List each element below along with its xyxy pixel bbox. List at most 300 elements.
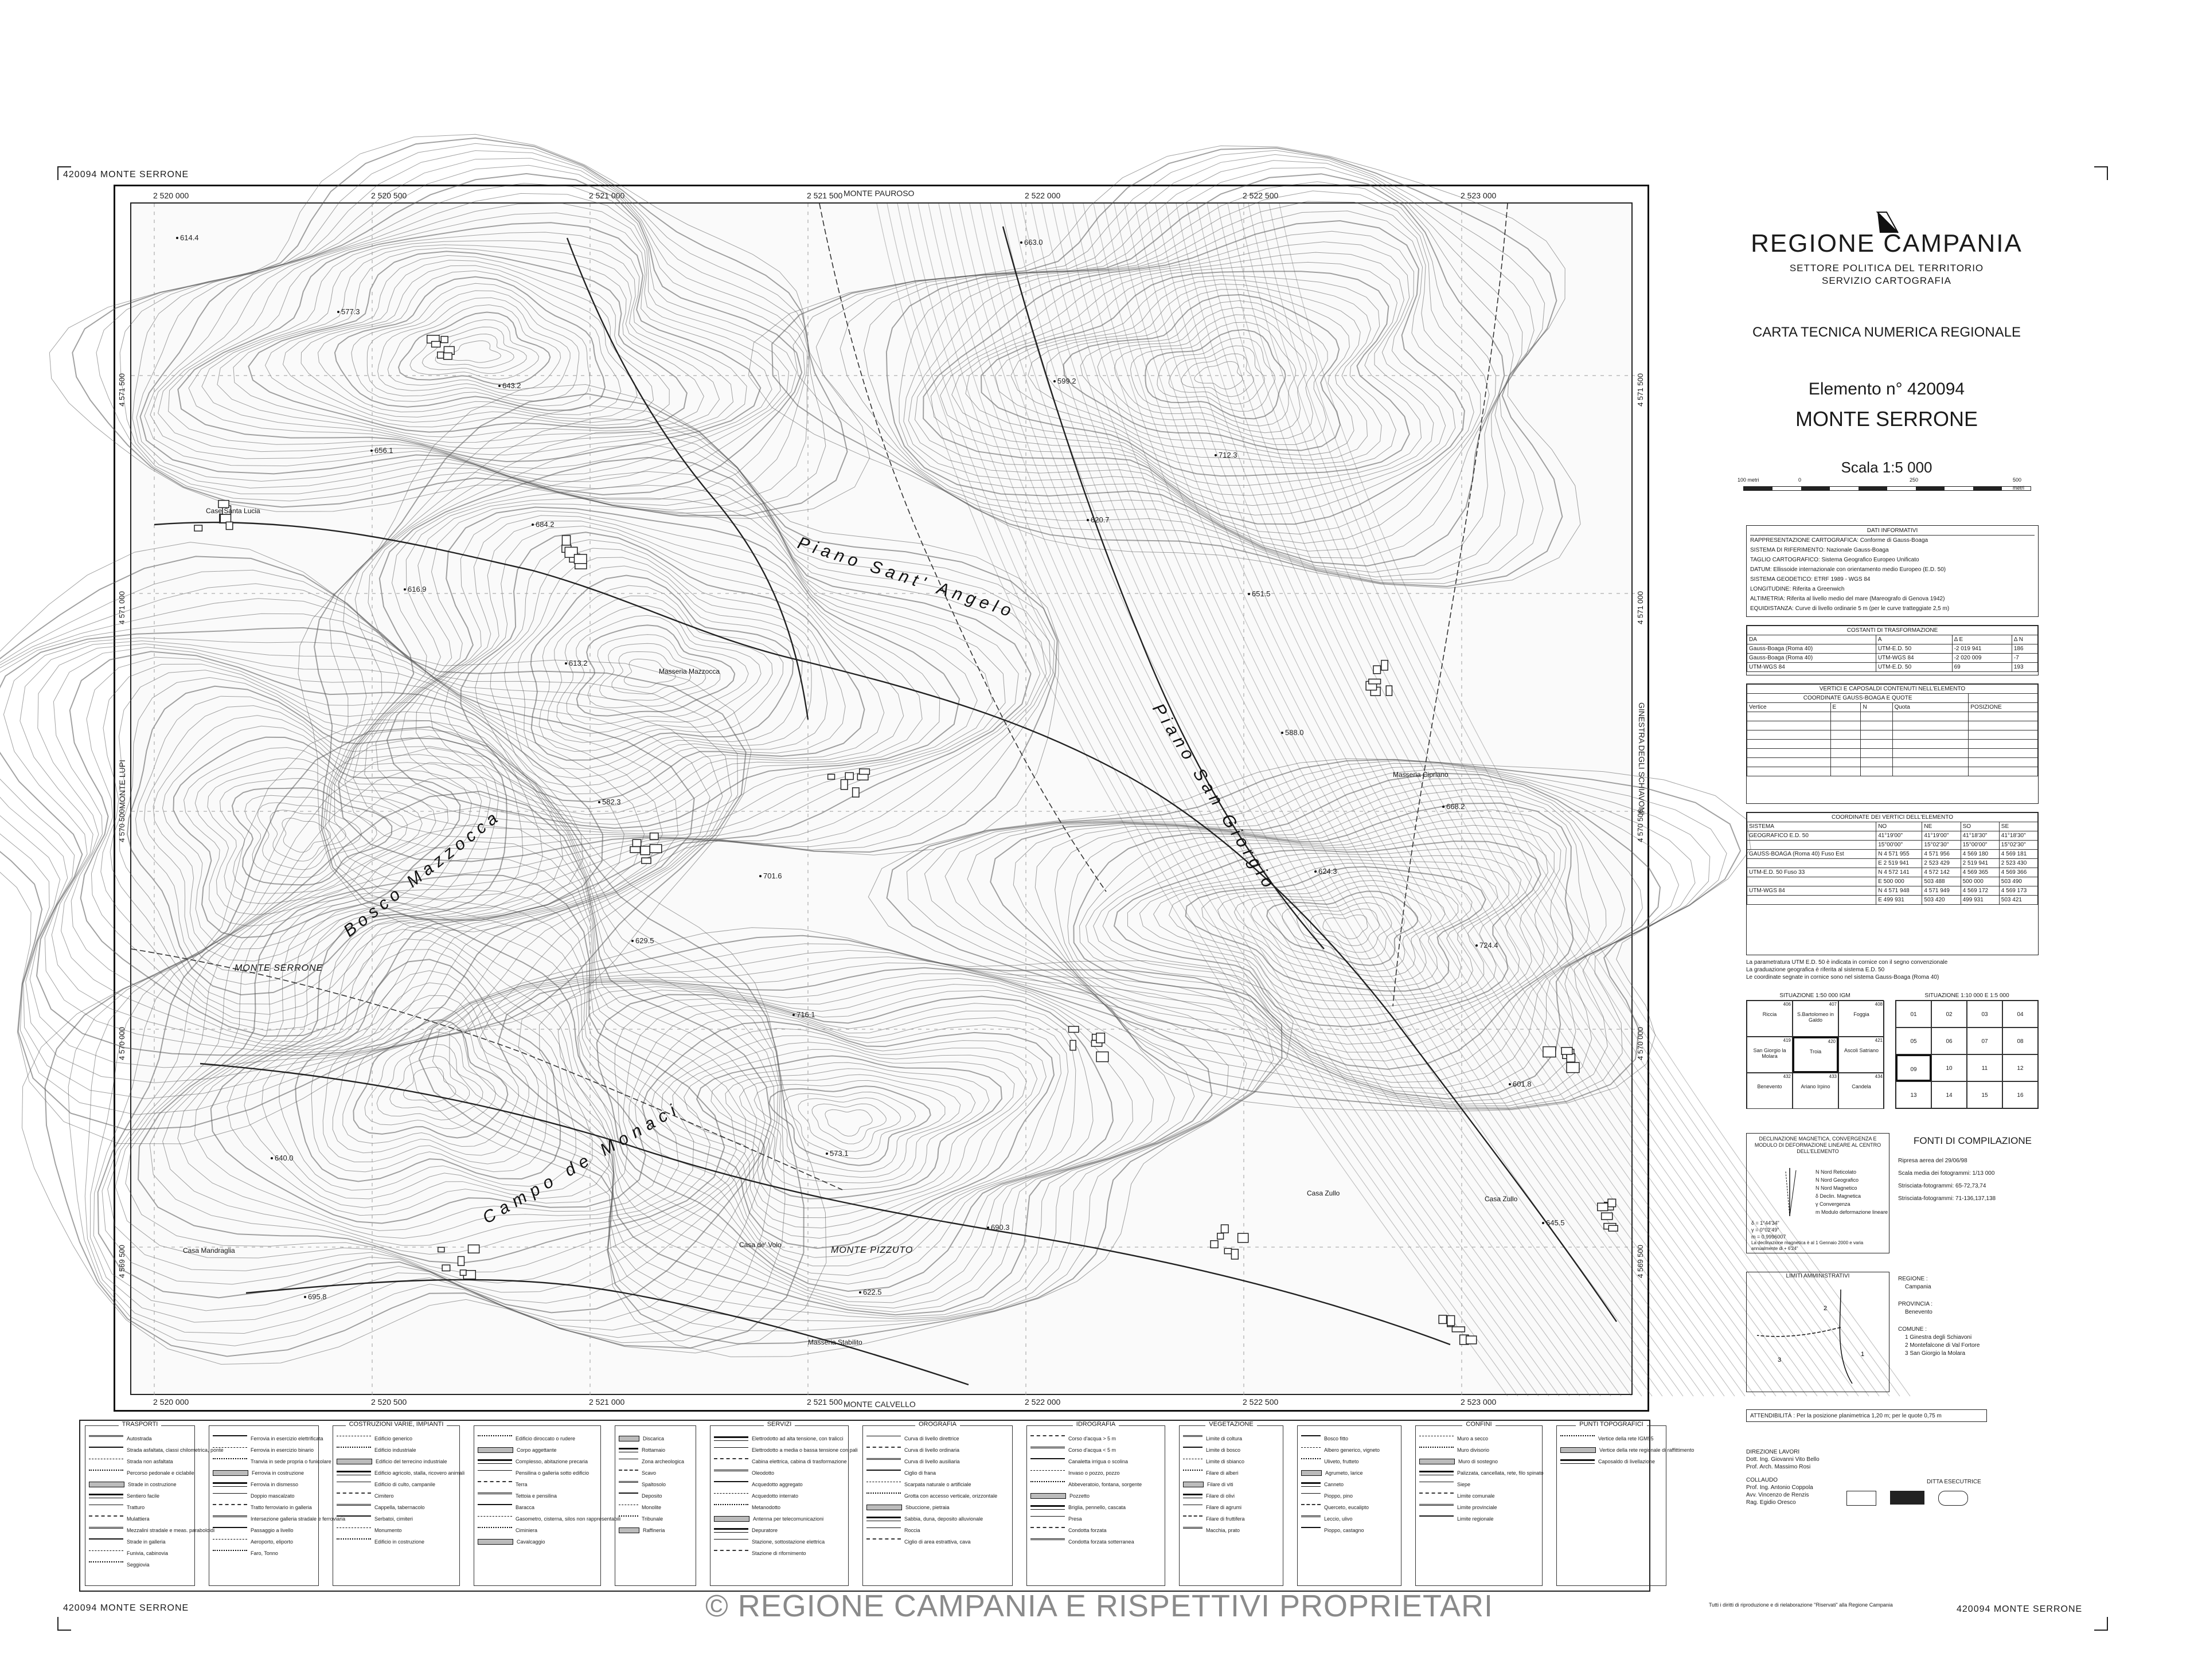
constants-cell: Gauss-Boaga (Roma 40) xyxy=(1747,644,1876,654)
legend-symbol-icon xyxy=(866,1493,901,1499)
legend-symbol-icon xyxy=(337,1504,371,1511)
coordinates-cell: 2 523 429 xyxy=(1922,859,1961,868)
building xyxy=(1567,1054,1575,1062)
info-data-line: DATUM: Ellissoide internazionale con orientamento medio Europeo (E.D. 50) xyxy=(1750,566,1946,573)
logo-1-icon xyxy=(1846,1491,1876,1506)
building xyxy=(641,846,650,855)
building xyxy=(1543,1047,1556,1057)
comune-list xyxy=(1898,1334,2047,1358)
legend-item-label: Edificio agricolo, stalla, ricovero animali xyxy=(374,1470,465,1476)
constants-cell: 193 xyxy=(2012,663,2037,672)
legend-item xyxy=(89,1559,192,1570)
info-data-box xyxy=(1746,525,2039,617)
legend-item xyxy=(1183,1502,1280,1513)
legend-items xyxy=(478,1433,621,1548)
legend-symbol-icon xyxy=(1030,1505,1065,1510)
legend-symbol-icon xyxy=(1030,1481,1065,1488)
coordinates-cell: 4 571 949 xyxy=(1922,886,1961,896)
sheet-corner-coordinates-table xyxy=(1747,812,2038,905)
legend-symbol-icon xyxy=(866,1447,901,1454)
legend-item xyxy=(1419,1479,1540,1490)
vertices-cell xyxy=(1830,730,1861,740)
rights-notice: Tutti i diritti di riproduzione e di rielaborazione "Riservati" alla Regione Campania xyxy=(1709,1602,1893,1608)
legend-item xyxy=(714,1444,858,1456)
coordinates-cell: 41°18'30" xyxy=(1999,831,2037,841)
contour-line xyxy=(53,647,624,1042)
legend-item-label: Monolite xyxy=(642,1505,662,1510)
coordinates-cell: UTM-E.D. 50 Fuso 33 xyxy=(1747,868,1876,877)
situation-50k-cell xyxy=(1747,1001,1793,1037)
coordinates-cell: GAUSS-BOAGA (Roma 40) Fuso Est xyxy=(1747,850,1876,859)
legend-item xyxy=(619,1513,693,1525)
situation-50k-grid xyxy=(1746,1000,1884,1109)
legend-symbol-icon xyxy=(1030,1458,1065,1465)
legend-symbol-icon xyxy=(213,1493,247,1499)
contour-line xyxy=(1028,284,1368,460)
road-network xyxy=(154,226,1617,1385)
building xyxy=(857,774,868,780)
contour-line xyxy=(1068,796,1590,1077)
situation-10k-cell: 08 xyxy=(2002,1027,2038,1054)
vertices-cell xyxy=(1969,749,2038,758)
vertices-cell xyxy=(1747,758,1831,767)
legend-item xyxy=(1030,1490,1162,1502)
legend-section-header xyxy=(1180,1421,1283,1428)
region-title: REGIONE CAMPANIA xyxy=(1751,229,2023,257)
coordinates-header-cell: NO xyxy=(1876,822,1922,831)
building xyxy=(575,554,587,564)
legend-symbol-icon xyxy=(619,1493,638,1499)
contour-line xyxy=(217,245,720,443)
situation-10k-cell: 16 xyxy=(2002,1081,2038,1108)
legend-item xyxy=(1183,1479,1280,1490)
legend-item-label: Curva di livello direttrice xyxy=(904,1436,959,1441)
building xyxy=(220,514,231,522)
title-panel xyxy=(1709,189,2064,1680)
legend-item xyxy=(1301,1525,1399,1536)
legend-item xyxy=(714,1525,846,1536)
legend-item-label: Percorso pedonale e ciclabile xyxy=(127,1470,194,1476)
legend-item-label: Sbuccione, pietraia xyxy=(905,1505,950,1510)
declination-legend-item: N Nord Magnetico xyxy=(1816,1185,1857,1191)
building xyxy=(1070,1040,1076,1050)
spot-height-dot xyxy=(826,1152,828,1155)
legend-items xyxy=(714,1433,858,1559)
legend-item xyxy=(337,1502,457,1513)
legend-item-label: Gasometro, cisterna, silos non rappresentabili xyxy=(516,1516,621,1522)
legend-item xyxy=(1301,1502,1399,1513)
spot-height-dot xyxy=(370,450,373,452)
vertices-title: VERTICI E CAPOSALDI CONTENUTI NELL'ELEMENTO xyxy=(1747,685,2038,694)
situation-50k-name: Foggia xyxy=(1853,1011,1869,1017)
easting-label-bottom: 2 520 500 xyxy=(371,1397,407,1406)
easting-label-top: 2 520 500 xyxy=(371,191,407,200)
testing-line: Rag. Egidio Oresco xyxy=(1746,1499,1796,1506)
accuracy-box: ATTENDIBILITÀ : Per la posizione planimetrica 1,20 m; per le quote 0,75 m xyxy=(1746,1409,1987,1422)
constants-row xyxy=(1747,663,2038,672)
coordinates-cell: 15°02'30" xyxy=(1922,841,1961,850)
legend-symbol-icon xyxy=(1560,1447,1596,1453)
building xyxy=(458,1256,464,1265)
constants-header-cell: A xyxy=(1876,635,1952,644)
legend-symbol-icon xyxy=(1030,1470,1065,1476)
legend-item xyxy=(213,1456,331,1467)
legend-symbol-icon xyxy=(478,1459,512,1464)
legend-item-label: Acquedotto aggregato xyxy=(752,1482,803,1487)
spot-height-label: 640.0 xyxy=(275,1154,294,1162)
vertices-cell xyxy=(1969,767,2038,776)
legend-item-label: Limite comunale xyxy=(1457,1493,1495,1499)
place-name: Bosco Mazzocca xyxy=(339,806,505,941)
legend-symbol-icon xyxy=(1183,1527,1202,1534)
situation-50k-cell xyxy=(1793,1073,1838,1109)
legend-item xyxy=(714,1490,846,1502)
legend-item-label: Limite di sbianco xyxy=(1206,1459,1245,1464)
legend-symbol-icon xyxy=(714,1504,748,1511)
legend-item-label: Strade in costruzione xyxy=(128,1482,177,1487)
legend-item xyxy=(714,1467,846,1479)
vertices-cell xyxy=(1830,767,1861,776)
building xyxy=(1561,1048,1572,1054)
legend-item-label: Ciminiera xyxy=(516,1527,538,1533)
spot-height-label: 599.2 xyxy=(1057,377,1076,385)
road-track xyxy=(1003,226,1324,949)
legend-item xyxy=(1030,1444,1162,1456)
contour-line xyxy=(740,1075,961,1177)
place-name: Casa Zullo xyxy=(1485,1195,1518,1203)
legend-symbol-icon xyxy=(337,1447,371,1454)
legend-section-title: PUNTI TOPOGRAFICI xyxy=(1576,1421,1646,1428)
topographic-map[interactable] xyxy=(130,202,1633,1395)
legend-item xyxy=(866,1525,1010,1536)
contour-line xyxy=(812,1104,886,1144)
legend-item-label: Curva di livello ausiliaria xyxy=(904,1459,960,1464)
building xyxy=(860,769,870,774)
legend-item-label: Ciglio di frana xyxy=(904,1470,936,1476)
building xyxy=(194,525,202,531)
legend-item xyxy=(89,1456,192,1467)
legend-item xyxy=(866,1513,1010,1525)
vertices-cell xyxy=(1969,721,2038,730)
admin-zone-2: 2 xyxy=(1824,1305,1828,1312)
legend-item xyxy=(1301,1433,1399,1444)
place-names xyxy=(183,507,1518,1346)
legend-item xyxy=(213,1433,323,1444)
situation-10k-grid xyxy=(1895,1000,2039,1109)
spot-height-dot xyxy=(1215,454,1217,456)
legend-item-label: Doppio mascalzato xyxy=(251,1493,295,1499)
situation-50k-number: 432 xyxy=(1783,1074,1791,1079)
vertices-cell xyxy=(1969,730,2038,740)
building xyxy=(853,788,859,797)
legend-item xyxy=(1030,1536,1162,1548)
legend-item-label: Passaggio a livello xyxy=(251,1527,294,1533)
legend-item-label: Stazione, sottostazione elettrica xyxy=(752,1539,825,1545)
situation-10k-cell: 11 xyxy=(1967,1054,2002,1081)
legend-item xyxy=(1183,1467,1280,1479)
building xyxy=(845,773,853,780)
legend-item-label: Filare di agrumi xyxy=(1206,1505,1242,1510)
admin-zone-3: 3 xyxy=(1778,1357,1782,1363)
constants-row xyxy=(1747,644,2038,654)
coordinates-cell: N 4 571 948 xyxy=(1876,886,1922,896)
legend-section xyxy=(1179,1421,1283,1586)
constants-row xyxy=(1747,654,2038,663)
direction-title: DIREZIONE LAVORI xyxy=(1746,1449,1800,1455)
place-name: Masseria Mazzocca xyxy=(659,667,720,675)
situation-50k-cell xyxy=(1747,1073,1793,1109)
situation-10k xyxy=(1895,992,2039,1112)
sources-line: Strisciata-fotogrammi: 71-136,137,138 xyxy=(1898,1195,1996,1202)
legend-item xyxy=(714,1502,846,1513)
coordinates-cell: N 4 571 955 xyxy=(1876,850,1922,859)
coordinates-row xyxy=(1747,896,2038,905)
legend-item-label: Siepe xyxy=(1457,1482,1471,1487)
legend-section xyxy=(1415,1421,1544,1586)
legend-item-label: Invaso o pozzo, pozzo xyxy=(1068,1470,1120,1476)
legend-item-label: Ferrovia in dismesso xyxy=(251,1482,299,1487)
coordinates-cell: 41°19'00" xyxy=(1876,831,1922,841)
legend-item-label: Grotta con accesso verticale, orizzontale xyxy=(904,1493,998,1499)
legend-symbol-icon xyxy=(1419,1504,1454,1511)
direction-line: Prof. Arch. Massimo Rosi xyxy=(1746,1464,1811,1470)
contour-line xyxy=(211,914,646,1223)
crop-mark-tr xyxy=(2094,166,2108,180)
contour-line xyxy=(248,251,687,432)
coordinates-cell: 4 569 180 xyxy=(1961,850,1999,859)
contour-line xyxy=(140,174,802,495)
building xyxy=(441,337,448,343)
legend-item-label: Pioppo, pino xyxy=(1324,1493,1353,1499)
building xyxy=(650,845,661,853)
declination-title: DECLINAZIONE MAGNETICA, CONVERGENZA E MODULO DI DEFORMAZIONE LINEARE AL CENTRO DELL'ELEMENTO xyxy=(1754,1136,1881,1154)
legend-symbol-icon xyxy=(1183,1482,1204,1487)
legend-item xyxy=(866,1467,1010,1479)
crop-mark-br xyxy=(2094,1617,2108,1631)
legend-item xyxy=(478,1536,598,1548)
legend-item-label: Edificio diroccato o rudere xyxy=(516,1436,576,1441)
legend-item xyxy=(619,1525,693,1536)
spot-height-label: 622.5 xyxy=(863,1288,882,1296)
coordinates-cell: N 4 572 141 xyxy=(1876,868,1922,877)
constants-cell: 69 xyxy=(1952,663,2012,672)
building xyxy=(442,1265,450,1271)
legend-symbol-icon xyxy=(213,1550,247,1557)
vertices-cell xyxy=(1892,767,1969,776)
vertices-cell xyxy=(1892,749,1969,758)
vertices-cell xyxy=(1830,740,1861,749)
contour-line xyxy=(353,485,1005,838)
legend-symbol-icon xyxy=(1419,1447,1454,1454)
vertices-cell xyxy=(1861,767,1892,776)
legend-symbol-icon xyxy=(1560,1435,1595,1442)
legend-item-label: Agrumeto, larice xyxy=(1325,1470,1363,1476)
legend-item xyxy=(1030,1456,1162,1467)
spot-height-dot xyxy=(1314,870,1317,873)
legend-item-label: Tribunale xyxy=(642,1516,663,1522)
building xyxy=(468,1245,479,1253)
legend-item xyxy=(619,1490,693,1502)
coordinates-cell: 4 569 365 xyxy=(1961,868,1999,877)
legend-item xyxy=(1183,1456,1280,1467)
place-name: Masseria Cipriano xyxy=(1393,771,1449,779)
easting-label-top: 2 523 000 xyxy=(1461,191,1497,200)
legend-item-label: Funivia, cabinovia xyxy=(127,1550,169,1556)
legend-item xyxy=(1301,1513,1399,1525)
legend-section-title: SERVIZI xyxy=(764,1421,795,1428)
legend-symbol-icon xyxy=(478,1481,512,1488)
contour-line xyxy=(940,242,1446,506)
legend-item xyxy=(1030,1525,1162,1536)
legend-item-label: Muro di sostegno xyxy=(1458,1459,1498,1464)
info-data-line: EQUIDISTANZA: Curve di livello ordinarie 5 m (per le curve tratteggiate 2,5 m) xyxy=(1750,605,1950,612)
spot-height-dot xyxy=(271,1157,273,1159)
transformation-constants-table xyxy=(1747,626,2038,672)
legend-item-label: Monumento xyxy=(374,1527,402,1533)
situation-50k-number: 421 xyxy=(1875,1038,1883,1043)
testing-line: Prof. Ing. Antonio Coppola xyxy=(1746,1484,1813,1491)
constants-cell: -2 019 941 xyxy=(1952,644,2012,654)
building xyxy=(1386,686,1392,696)
coordinates-header-cell: SE xyxy=(1999,822,2037,831)
legend-item-label: Tratturo xyxy=(127,1505,145,1510)
legend-symbol-icon xyxy=(619,1459,638,1465)
vertices-header-row xyxy=(1747,703,2038,712)
spot-height-dot xyxy=(304,1296,306,1298)
spot-height-dot xyxy=(337,311,339,313)
vertices-cell xyxy=(1969,758,2038,767)
northing-label-left: 4 570 500 xyxy=(118,809,126,842)
legend-section xyxy=(209,1425,346,1586)
declination-note: La declinazione magnetica è al 1 Gennaio 2000 e varia annualmente di + 6'24" xyxy=(1751,1240,1864,1251)
spot-height-label: 624.3 xyxy=(1318,867,1337,876)
legend-item xyxy=(478,1467,598,1479)
legend-item xyxy=(337,1456,457,1467)
easting-label-top: 2 522 500 xyxy=(1243,191,1279,200)
contour-line xyxy=(150,889,710,1255)
legend-symbol-icon xyxy=(1301,1470,1322,1476)
declination-values xyxy=(1751,1220,1786,1240)
coordinates-title: COORDINATE DEI VERTICI DELL'ELEMENTO xyxy=(1747,813,2038,822)
legend-item-label: Scavo xyxy=(642,1470,657,1476)
admin-limits-map xyxy=(1755,1287,1881,1385)
easting-label-top: 2 521 000 xyxy=(589,191,625,200)
situation-10k-cell: 15 xyxy=(1967,1081,2002,1108)
legend-symbol-icon xyxy=(1030,1538,1065,1546)
legend-section-title: TRASPORTI xyxy=(119,1421,162,1428)
situation-50k-cell xyxy=(1838,1037,1884,1073)
legend-item-label: Limite di coltura xyxy=(1206,1436,1243,1441)
legend-symbol-icon xyxy=(1301,1504,1321,1511)
vertices-cell xyxy=(1830,721,1861,730)
contour-line xyxy=(202,241,733,449)
situation-10k-cell: 07 xyxy=(1967,1027,2002,1054)
info-data-lines xyxy=(1750,536,2035,614)
legend-item-label: Terra xyxy=(516,1482,528,1487)
coordinates-row xyxy=(1747,886,2038,896)
contour-line xyxy=(404,1067,456,1103)
spot-height-dot xyxy=(1248,593,1250,595)
legend-symbol-icon xyxy=(1419,1482,1454,1488)
legend-section xyxy=(474,1425,621,1586)
legend-item xyxy=(1560,1444,1695,1456)
info-data-line: RAPPRESENTAZIONE CARTOGRAFICA: Conforme di Gauss-Boaga xyxy=(1750,537,1928,544)
situation-50k-cell xyxy=(1793,1001,1838,1037)
situation-50k-name: San Giorgio la Molara xyxy=(1753,1048,1786,1059)
legend-symbol-icon xyxy=(1419,1493,1454,1499)
legend-item-label: Antenna per telecomunicazioni xyxy=(753,1516,824,1522)
legend-symbol-icon xyxy=(213,1482,247,1487)
easting-label-top: 2 521 500 xyxy=(807,191,843,200)
legend-item xyxy=(89,1502,192,1513)
department-line-1: SETTORE POLITICA DEL TERRITORIO xyxy=(1789,263,1984,274)
legend-item xyxy=(478,1490,598,1502)
legend-item xyxy=(1301,1479,1399,1490)
spot-height-dot xyxy=(987,1226,989,1229)
vertices-cell xyxy=(1830,758,1861,767)
northing-label-right: 4 571 000 xyxy=(1636,591,1645,624)
legend-item-label: Leccio, ulivo xyxy=(1324,1516,1353,1522)
coordinates-cell xyxy=(1747,877,1876,886)
transformation-constants-box xyxy=(1746,625,2039,675)
legend-symbol-icon xyxy=(1301,1515,1321,1523)
legend-item-label: Roccia xyxy=(904,1527,920,1533)
legend-item xyxy=(478,1456,598,1467)
building xyxy=(460,1270,466,1275)
contour-line xyxy=(1181,354,1254,397)
legend-item-label: Complesso, abitazione precaria xyxy=(516,1459,588,1464)
building xyxy=(1369,679,1381,683)
contour-line xyxy=(266,256,670,427)
legend-item xyxy=(1560,1433,1664,1444)
place-name: Case Santa Lucia xyxy=(206,507,260,515)
legend-item-label: Intersezione galleria stradale e ferroviaria xyxy=(251,1516,346,1522)
spot-height-dot xyxy=(404,588,406,591)
legend-section-title: IDROGRAFIA xyxy=(1073,1421,1119,1428)
vertices-cell xyxy=(1892,740,1969,749)
legend-symbol-icon xyxy=(866,1527,901,1534)
legend-item-label: Scarpata naturale o artificiale xyxy=(904,1482,971,1487)
legend-symbol-icon xyxy=(1183,1447,1202,1454)
vertices-cell xyxy=(1747,712,1831,721)
legend-symbol-icon xyxy=(1301,1482,1321,1487)
building xyxy=(1231,1249,1238,1259)
legend-item-label: Mulattiera xyxy=(127,1516,150,1522)
comune-item: 3 San Giorgio la Molara xyxy=(1905,1350,1966,1357)
coordinates-cell: E 2 519 941 xyxy=(1876,859,1922,868)
situation-50k-number: 434 xyxy=(1875,1074,1883,1079)
legend-item-label: Condotta forzata sotterranea xyxy=(1068,1539,1134,1545)
department-line-2: SERVIZIO CARTOGRAFIA xyxy=(1822,275,1951,286)
testing-line: Avv. Vincenzo de Renzis xyxy=(1746,1492,1809,1498)
legend-item-label: Tratto ferroviario in galleria xyxy=(251,1505,312,1510)
north-arrows-icon xyxy=(1770,1166,1810,1217)
spot-height-label: 663.0 xyxy=(1024,238,1043,247)
building xyxy=(1373,666,1381,674)
building xyxy=(1069,1026,1079,1032)
info-data-line: SISTEMA DI RIFERIMENTO: Nazionale Gauss-Boaga xyxy=(1750,547,1889,553)
legend-symbol-icon xyxy=(1301,1493,1321,1499)
easting-label-bottom: 2 523 000 xyxy=(1461,1397,1497,1406)
spot-height-label: 695.8 xyxy=(308,1292,327,1301)
vertices-header-cell: Quota xyxy=(1892,703,1969,712)
legend-item xyxy=(619,1444,693,1456)
legend-item-label: Edificio generico xyxy=(374,1436,413,1441)
logo-rpa-icon xyxy=(1890,1491,1924,1505)
legend-item xyxy=(1183,1490,1280,1502)
legend-item xyxy=(619,1467,693,1479)
legend-item-label: Deposito xyxy=(642,1493,662,1499)
